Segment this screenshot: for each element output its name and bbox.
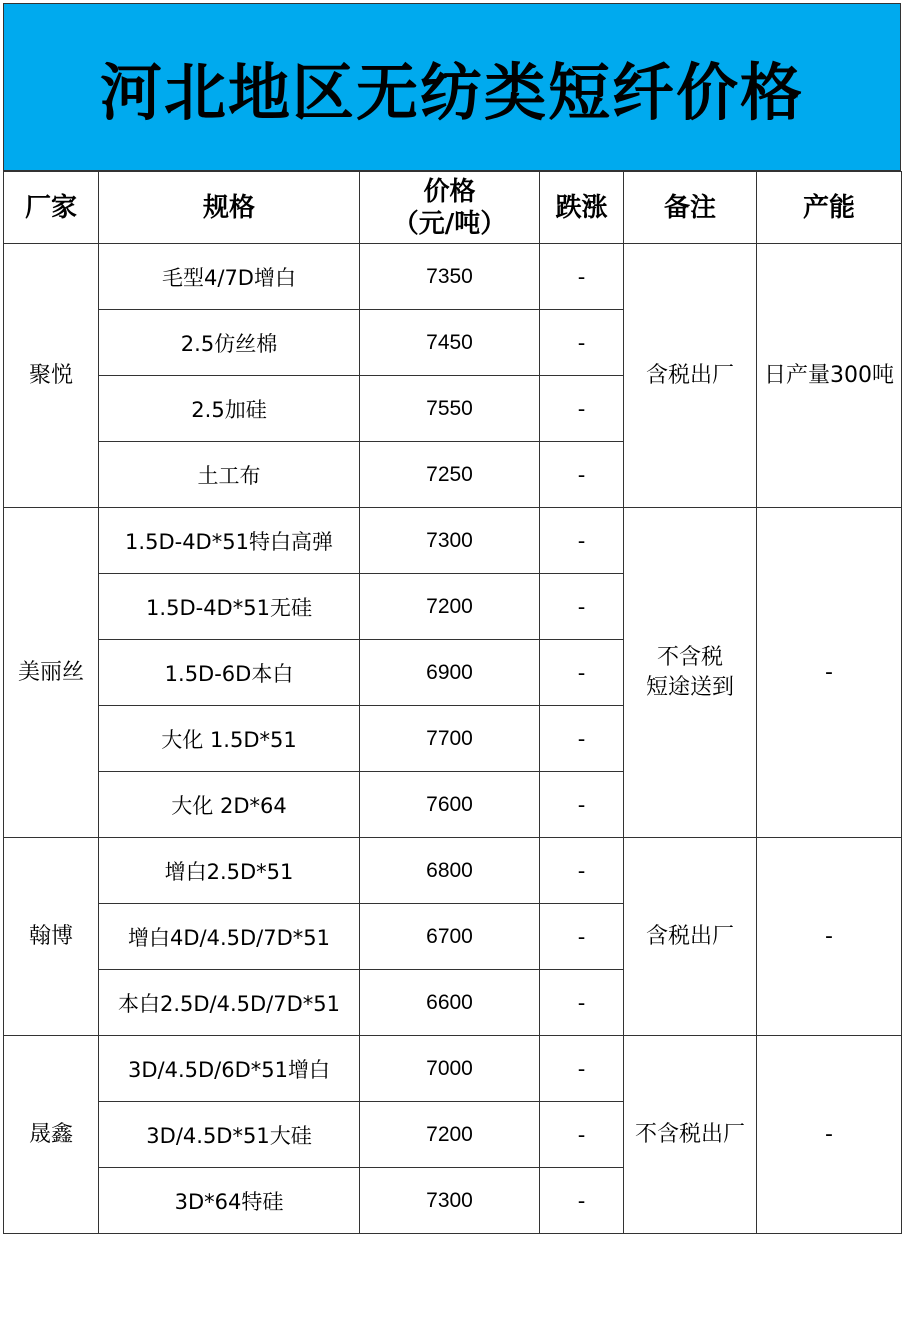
spec-cell: 土工布 <box>99 442 360 508</box>
maker-cell: 美丽丝 <box>4 508 99 838</box>
table-row <box>4 1036 902 1102</box>
spec-cell: 2.5仿丝棉 <box>99 310 360 376</box>
change-cell: - <box>540 1168 624 1234</box>
price-table <box>3 171 902 1234</box>
maker-cell: 聚悦 <box>4 244 99 508</box>
price-cell: 7250 <box>360 442 540 508</box>
price-cell: 7200 <box>360 1102 540 1168</box>
spec-cell: 增白2.5D*51 <box>99 838 360 904</box>
spec-cell: 2.5加硅 <box>99 376 360 442</box>
price-cell: 7600 <box>360 772 540 838</box>
note-cell <box>624 1036 757 1234</box>
table-body <box>4 244 902 1234</box>
spec-cell: 1.5D-4D*51特白高弹 <box>99 508 360 574</box>
price-cell: 6700 <box>360 904 540 970</box>
header-price-unit: （元/吨） <box>392 208 507 239</box>
spec-cell: 3D/4.5D*51大硅 <box>99 1102 360 1168</box>
spec-cell: 1.5D-6D本白 <box>99 640 360 706</box>
change-cell: - <box>540 838 624 904</box>
capacity-cell: - <box>757 508 902 838</box>
note-cell <box>624 508 757 838</box>
table-row <box>4 244 902 310</box>
change-cell: - <box>540 508 624 574</box>
header-maker: 厂家 <box>4 172 99 244</box>
spec-cell: 本白2.5D/4.5D/7D*51 <box>99 970 360 1036</box>
page-title: 河北地区无纺类短纤价格 <box>99 55 804 129</box>
spec-cell: 大化 2D*64 <box>99 772 360 838</box>
price-cell: 7000 <box>360 1036 540 1102</box>
change-cell: - <box>540 376 624 442</box>
spec-cell: 3D*64特硅 <box>99 1168 360 1234</box>
header-note: 备注 <box>624 172 757 244</box>
price-cell: 7700 <box>360 706 540 772</box>
price-cell: 6600 <box>360 970 540 1036</box>
price-cell: 7350 <box>360 244 540 310</box>
note-line: 含税出厂 <box>645 923 734 949</box>
spec-cell: 大化 1.5D*51 <box>99 706 360 772</box>
change-cell: - <box>540 640 624 706</box>
change-cell: - <box>540 574 624 640</box>
price-cell: 7200 <box>360 574 540 640</box>
change-cell: - <box>540 706 624 772</box>
capacity-cell: - <box>757 838 902 1036</box>
capacity-cell: - <box>757 1036 902 1234</box>
note-cell <box>624 244 757 508</box>
header-price-label: 价格 <box>423 176 476 207</box>
spec-cell: 3D/4.5D/6D*51增白 <box>99 1036 360 1102</box>
price-cell: 7300 <box>360 508 540 574</box>
change-cell: - <box>540 244 624 310</box>
spec-cell: 毛型4/7D增白 <box>99 244 360 310</box>
spec-cell: 增白4D/4.5D/7D*51 <box>99 904 360 970</box>
note-cell <box>624 838 757 1036</box>
spec-cell: 1.5D-4D*51无硅 <box>99 574 360 640</box>
change-cell: - <box>540 772 624 838</box>
table-row <box>4 508 902 574</box>
header-capacity: 产能 <box>757 172 902 244</box>
price-cell: 7450 <box>360 310 540 376</box>
change-cell: - <box>540 904 624 970</box>
change-cell: - <box>540 1036 624 1102</box>
change-cell: - <box>540 1102 624 1168</box>
price-cell: 6900 <box>360 640 540 706</box>
capacity-cell: 日产量300吨 <box>757 244 902 508</box>
note-line: 含税出厂 <box>645 362 734 388</box>
maker-cell: 晟鑫 <box>4 1036 99 1234</box>
change-cell: - <box>540 310 624 376</box>
price-cell: 7550 <box>360 376 540 442</box>
note-line: 不含税出厂 <box>634 1121 745 1147</box>
title-banner <box>3 3 901 171</box>
header-spec: 规格 <box>99 172 360 244</box>
table-row <box>4 838 902 904</box>
header-row <box>4 172 902 244</box>
header-change: 跌涨 <box>540 172 624 244</box>
header-price <box>360 172 540 244</box>
maker-cell: 翰博 <box>4 838 99 1036</box>
note-line: 不含税 <box>656 644 723 670</box>
change-cell: - <box>540 970 624 1036</box>
change-cell: - <box>540 442 624 508</box>
price-cell: 6800 <box>360 838 540 904</box>
price-cell: 7300 <box>360 1168 540 1234</box>
note-line: 短途送到 <box>645 674 734 700</box>
price-sheet <box>3 3 901 1234</box>
